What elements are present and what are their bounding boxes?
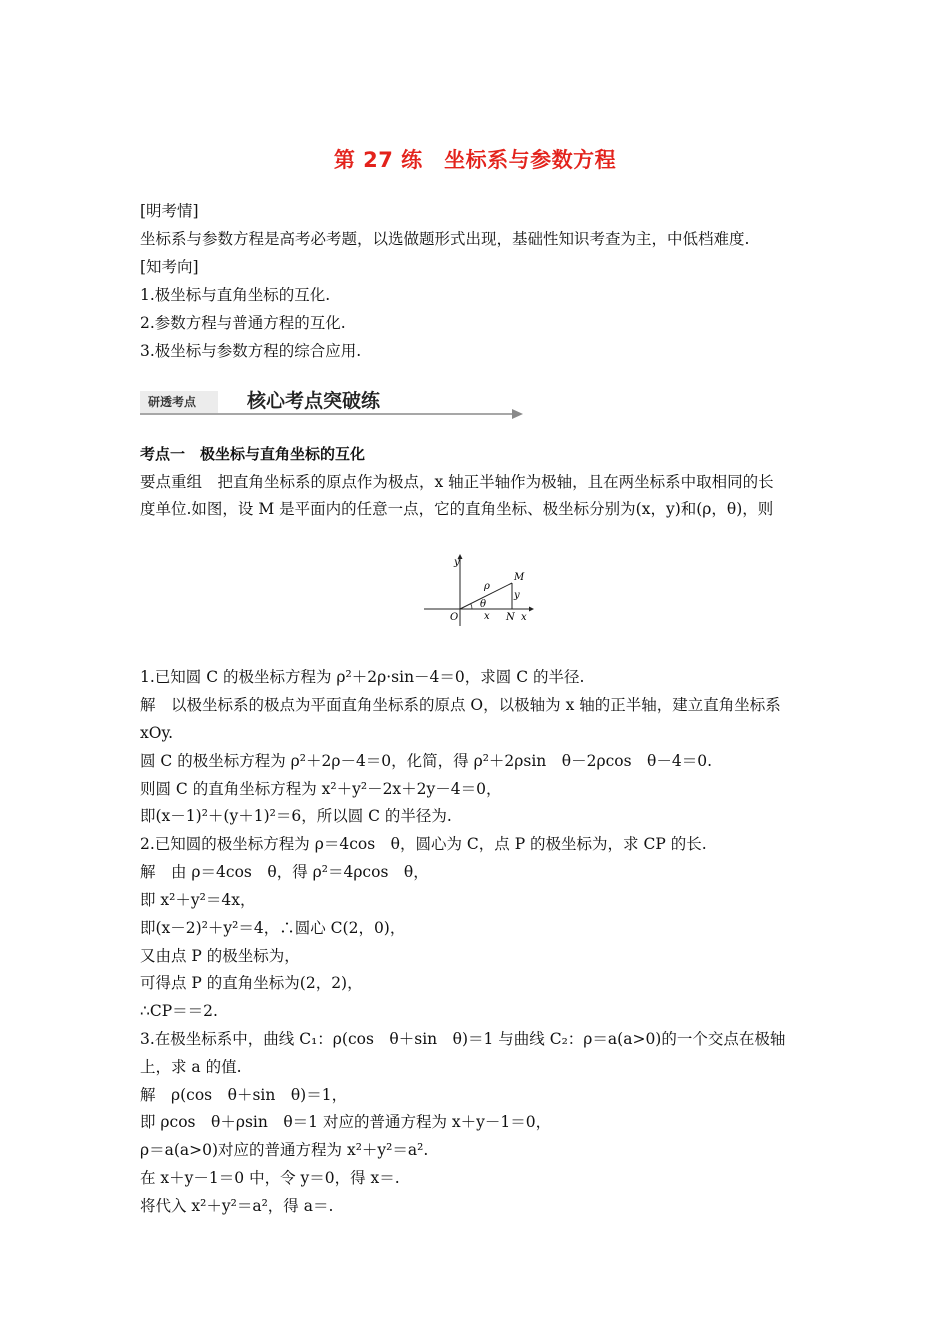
x-axis-arrow-icon — [529, 607, 534, 612]
section-banner — [140, 383, 524, 419]
body-line: 解 由 ρ＝4cos θ，得 ρ²＝4ρcos θ， — [140, 863, 429, 881]
intro-item-3: 3.极坐标与参数方程的综合应用. — [140, 342, 362, 360]
intro-paragraph: 坐标系与参数方程是高考必考题，以选做题形式出现，基础性知识考查为主，中低档难度. — [140, 230, 750, 248]
body-line: 3.在极坐标系中，曲线 C₁：ρ(cos θ＋sin θ)＝1 与曲线 C₂：ρ＝a(a>0)的一个交点在极轴 — [140, 1030, 786, 1048]
body-line: xOy. — [140, 724, 174, 742]
intro-heading-2: [知考向] — [140, 258, 199, 276]
body-line: 即 x²＋y²＝4x， — [140, 891, 256, 909]
intro-heading-1: [明考情] — [140, 202, 199, 220]
body-line: ρ＝a(a>0)对应的普通方程为 x²＋y²＝a². — [140, 1141, 429, 1159]
body-line: 上，求 a 的值. — [140, 1058, 242, 1076]
body-line: 圆 C 的极坐标方程为 ρ²＋2ρ－4＝0，化简，得 ρ²＋2ρsin θ－2ρcos θ－4＝0. — [140, 752, 713, 770]
section-heading: 考点一 极坐标与直角坐标的互化 — [140, 445, 366, 463]
body-line: 将代入 x²＋y²＝a²，得 a＝. — [140, 1197, 334, 1215]
body-line: 1.已知圆 C 的极坐标方程为 ρ²＋2ρ·sin－4＝0，求圆 C 的半径. — [140, 668, 585, 686]
page-title: 第 27 练 坐标系与参数方程 — [333, 148, 617, 172]
x-axis-label: x — [521, 612, 527, 623]
body-line: 即 ρcos θ＋ρsin θ＝1 对应的普通方程为 x＋y－1＝0， — [140, 1113, 552, 1131]
body-line: 2.已知圆的极坐标方程为 ρ＝4cos θ，圆心为 C，点 P 的极坐标为，求 CP 的长. — [140, 835, 707, 853]
intro-item-1: 1.极坐标与直角坐标的互化. — [140, 286, 331, 304]
body-line: 在 x＋y－1＝0 中，令 y＝0，得 x＝. — [140, 1169, 400, 1187]
body-line: 则圆 C 的直角坐标方程为 x²＋y²－2x＋2y－4＝0， — [140, 780, 502, 798]
banner-title: 核心考点突破练 — [247, 390, 381, 412]
point-n-label: N — [506, 612, 515, 623]
rho-label: ρ — [484, 581, 490, 592]
body-line: 解 ρ(cos θ＋sin θ)＝1， — [140, 1086, 348, 1104]
banner-arrow-icon — [512, 409, 523, 419]
origin-label: O — [450, 612, 459, 623]
angle-arc — [471, 604, 472, 609]
section-paragraph-1: 要点重组 把直角坐标系的原点作为极点，x 轴正半轴作为极轴，且在两坐标系中取相同的长 — [140, 473, 774, 491]
body-line: 又由点 P 的极坐标为， — [140, 947, 300, 965]
point-m-label: M — [514, 572, 525, 583]
theta-label: θ — [480, 599, 487, 610]
y-segment-label: y — [514, 590, 520, 601]
y-axis-label: y — [454, 557, 460, 568]
banner-small-label: 研透考点 — [148, 395, 197, 409]
coordinate-diagram — [418, 552, 536, 628]
body-line: 即(x－2)²＋y²＝4，∴圆心 C(2，0)， — [140, 919, 406, 937]
section-paragraph-2: 度单位.如图，设 M 是平面内的任意一点，它的直角坐标、极坐标分别为(x，y)和(ρ，θ)，则 — [140, 500, 774, 518]
body-line: 可得点 P 的直角坐标为(2，2)， — [140, 974, 363, 992]
intro-item-2: 2.参数方程与普通方程的互化. — [140, 314, 346, 332]
x-segment-label: x — [484, 611, 490, 622]
body-line: 即(x－1)²＋(y＋1)²＝6，所以圆 C 的半径为. — [140, 807, 452, 825]
body-line: ∴CP＝＝2. — [140, 1002, 218, 1020]
body-line: 解 以极坐标系的极点为平面直角坐标系的原点 O，以极轴为 x 轴的正半轴，建立直角坐标系 — [140, 696, 781, 714]
